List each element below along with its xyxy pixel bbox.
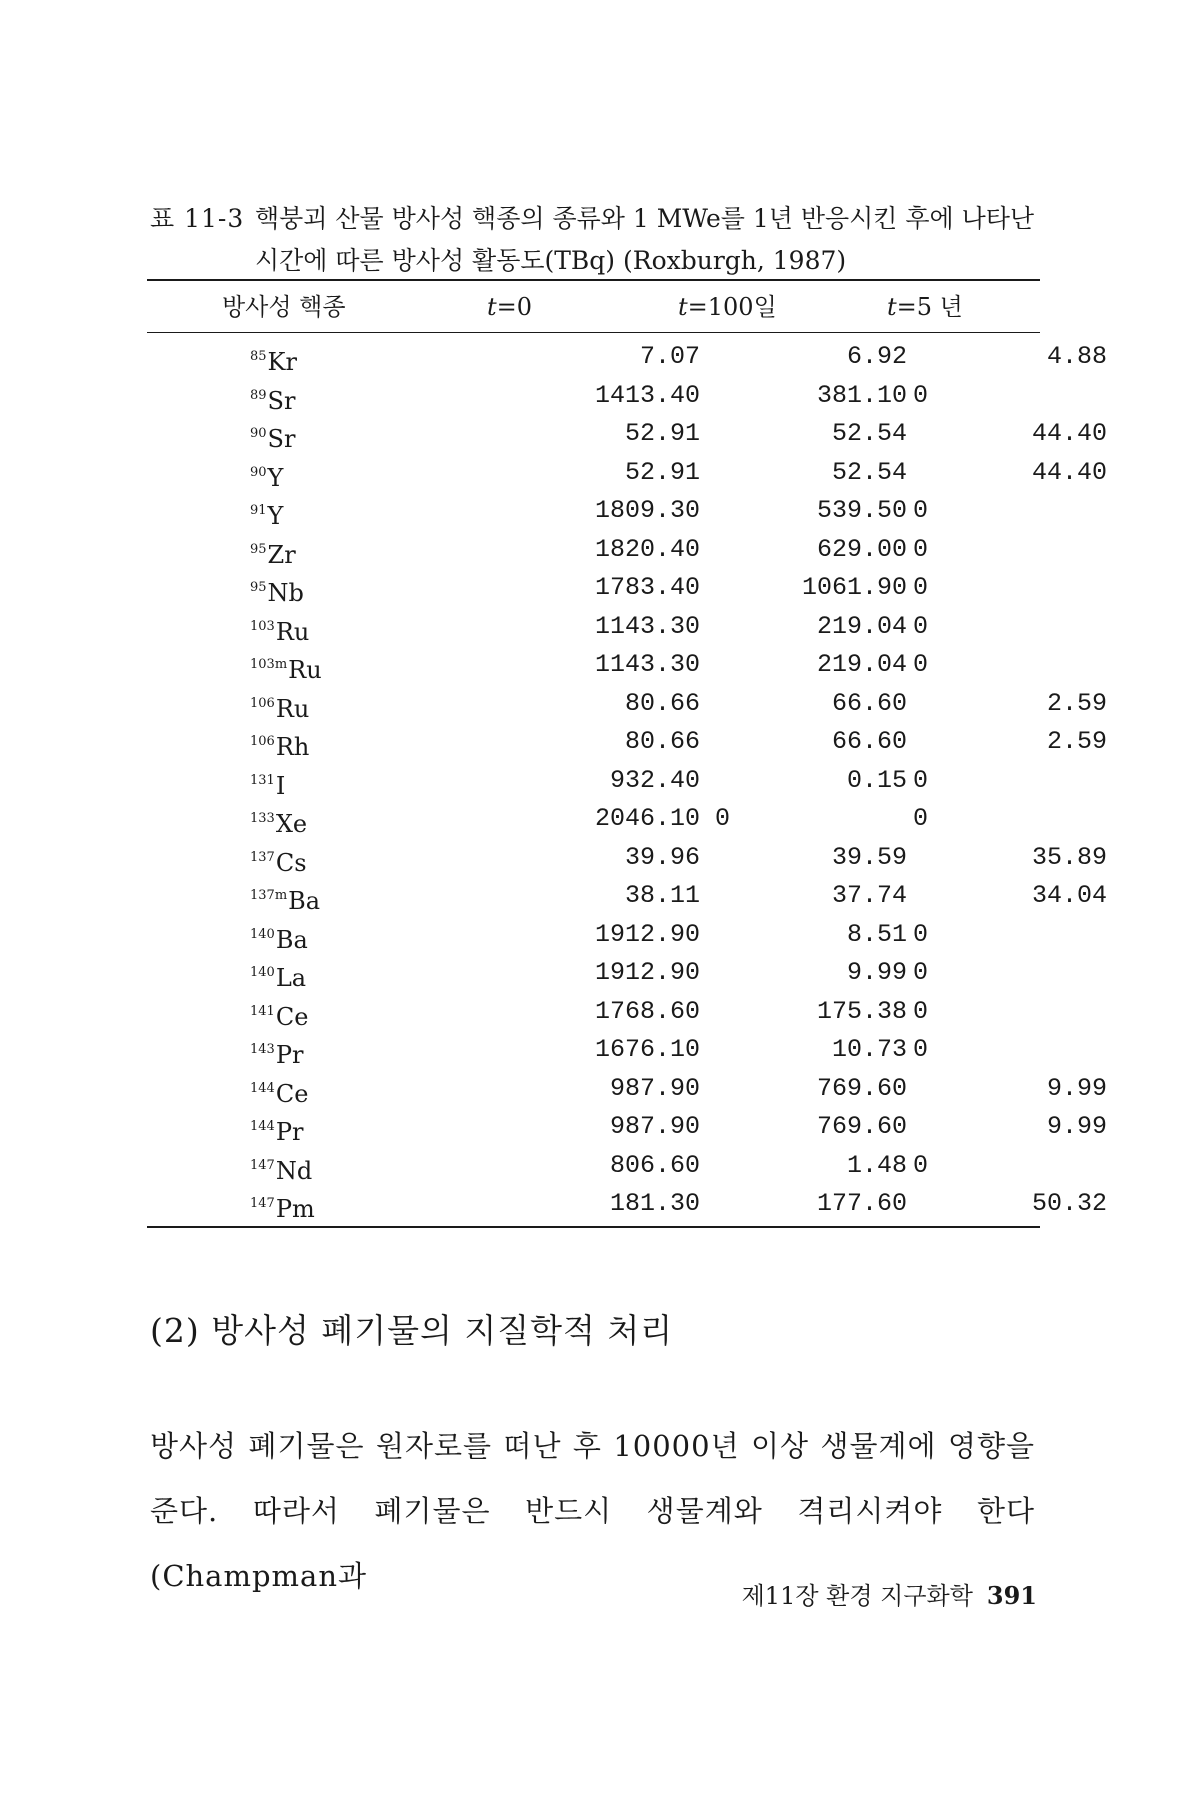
- nuclide-cell: [250, 608, 309, 652]
- nuclide-cell: [250, 1031, 303, 1075]
- body-paragraph: 방사성 폐기물은 원자로를 떠난 후 10000년 이상 생물계에 영향을 준다. 따라서 폐기물은 반드시 생물계와 격리시켜야 한다(Champman과: [150, 1429, 1035, 1593]
- table-row: [147, 415, 1107, 454]
- table-row: [147, 993, 1040, 1032]
- activity-t0-cell: 932.40: [609, 765, 700, 795]
- table-row: [147, 1108, 1107, 1147]
- header-t0-var: t: [487, 293, 497, 321]
- mass-number: 137: [250, 849, 275, 865]
- activity-t0-cell: 1912.90: [594, 919, 700, 949]
- element-symbol: Xe: [275, 810, 308, 838]
- activity-t0-cell: 1768.60: [594, 996, 700, 1026]
- element-symbol: Rh: [275, 733, 310, 761]
- table-row: [147, 762, 1040, 801]
- activity-t0-cell: 1413.40: [594, 380, 700, 410]
- nuclide-cell: [250, 1147, 312, 1191]
- table-row: [147, 531, 1040, 570]
- table-row: [147, 1185, 1107, 1224]
- element-symbol: Kr: [267, 348, 297, 376]
- activity-t0-cell: 52.91: [624, 419, 700, 448]
- header-t5y: [887, 283, 1087, 331]
- nuclide-cell: [250, 839, 307, 883]
- element-symbol: Pr: [275, 1041, 304, 1069]
- section-title: (2) 방사성 폐기물의 지질학적 처리: [150, 1311, 674, 1350]
- table-row: [147, 608, 1040, 647]
- element-symbol: Zr: [267, 540, 296, 569]
- activity-t5y-cell: 0: [913, 534, 929, 564]
- table-row: [147, 839, 1107, 878]
- element-symbol: Ru: [288, 656, 322, 684]
- table-row: [147, 1147, 1040, 1186]
- activity-t0-cell: 39.96: [624, 842, 700, 872]
- running-chapter-title: 제11장 환경 지구화학: [741, 1582, 973, 1610]
- mass-number: 147: [250, 1196, 275, 1211]
- activity-t5y-cell: 0: [913, 573, 929, 602]
- activity-t0-cell: 1809.30: [594, 496, 700, 525]
- activity-t5y-cell: 34.04: [1031, 881, 1107, 910]
- activity-t5y-cell: 0: [913, 1035, 929, 1064]
- table-label: 표 11-3: [150, 204, 245, 233]
- table-row: [147, 377, 1040, 416]
- nuclide-cell: [250, 338, 297, 382]
- mass-number: 106: [250, 734, 275, 749]
- activity-t100d-cell: 66.60: [831, 688, 907, 718]
- table-bottom-rule: [147, 1226, 1040, 1228]
- header-t100d-var: t: [678, 293, 688, 321]
- activity-t100d-cell: 66.60: [831, 727, 907, 756]
- table-row: [147, 569, 1040, 608]
- activity-t100d-cell: 0.15: [846, 765, 907, 795]
- activity-t100d-cell: 52.54: [831, 457, 907, 487]
- nuclide-cell: [250, 800, 307, 844]
- table-row: [147, 338, 1107, 377]
- mass-number: 90: [250, 426, 267, 441]
- activity-t100d-cell: 629.00: [816, 534, 907, 564]
- page-footer: [712, 1576, 1037, 1616]
- activity-t0-cell: 7.07: [639, 342, 700, 371]
- mass-number: 90: [250, 464, 267, 480]
- activity-t100d-cell: 1061.90: [801, 573, 907, 602]
- element-symbol: Ru: [275, 694, 310, 723]
- activity-t5y-cell: 50.32: [1031, 1189, 1107, 1218]
- mass-number: 106: [250, 695, 275, 711]
- element-symbol: Pm: [275, 1195, 315, 1223]
- activity-t5y-cell: 0: [913, 380, 929, 410]
- activity-t5y-cell: 0: [913, 611, 929, 641]
- activity-t100d-cell: 6.92: [846, 342, 907, 371]
- header-t5y-rest: =5 년: [896, 293, 963, 321]
- mass-number: 137m: [250, 888, 288, 903]
- activity-t100d-cell: 219.04: [816, 650, 907, 679]
- element-symbol: Y: [267, 463, 284, 492]
- element-symbol: Ce: [275, 1079, 309, 1108]
- table-row: [147, 954, 1040, 993]
- nuclide-cell: [250, 569, 304, 613]
- nuclide-cell: [250, 646, 322, 690]
- mass-number: 89: [250, 387, 267, 403]
- mass-number: 140: [250, 926, 275, 942]
- activity-t100d-cell: 0: [715, 804, 731, 833]
- activity-t100d-cell: 39.59: [831, 842, 907, 872]
- activity-t100d-cell: 1.48: [846, 1150, 907, 1180]
- activity-t0-cell: 1143.30: [594, 650, 700, 679]
- activity-t0-cell: 38.11: [624, 881, 700, 910]
- activity-t100d-cell: 175.38: [816, 996, 907, 1026]
- activity-t5y-cell: 0: [913, 919, 929, 949]
- activity-t100d-cell: 539.50: [816, 496, 907, 525]
- mass-number: 133: [250, 811, 275, 826]
- activity-t5y-cell: 35.89: [1031, 842, 1107, 872]
- activity-t0-cell: 80.66: [624, 688, 700, 718]
- nuclide-cell: [250, 877, 320, 921]
- nuclide-cell: [250, 492, 283, 536]
- nuclide-cell: [250, 685, 309, 729]
- activity-t0-cell: 987.90: [609, 1112, 700, 1141]
- table-caption: [150, 198, 1050, 282]
- mass-number: 95: [250, 580, 267, 595]
- table-row: [147, 916, 1040, 955]
- table-body: [147, 338, 1107, 1224]
- element-symbol: I: [275, 771, 286, 800]
- activity-t5y-cell: 2.59: [1046, 727, 1107, 756]
- activity-t100d-cell: 37.74: [831, 881, 907, 910]
- header-t100d: [678, 283, 878, 331]
- activity-t100d-cell: 219.04: [816, 611, 907, 641]
- table-row: [147, 492, 1040, 531]
- table-row: [147, 723, 1107, 762]
- table-row: [147, 800, 1040, 839]
- nuclide-cell: [250, 531, 296, 575]
- element-symbol: La: [275, 964, 307, 992]
- table-row: [147, 454, 1107, 493]
- activity-t5y-cell: 0: [913, 496, 929, 525]
- mass-number: 85: [250, 349, 267, 364]
- header-t100d-rest: =100일: [687, 293, 777, 321]
- activity-t100d-cell: 769.60: [816, 1112, 907, 1141]
- mass-number: 141: [250, 1003, 275, 1019]
- element-symbol: Sr: [267, 386, 296, 415]
- activity-t5y-cell: 44.40: [1031, 419, 1107, 448]
- activity-t0-cell: 1676.10: [594, 1035, 700, 1064]
- element-symbol: Sr: [267, 425, 296, 453]
- nuclide-cell: [250, 1070, 308, 1114]
- nuclide-cell: [250, 762, 285, 806]
- activity-t0-cell: 1143.30: [594, 611, 700, 641]
- activity-t5y-cell: 0: [913, 804, 929, 833]
- nuclide-cell: [250, 954, 306, 998]
- table-row: [147, 1031, 1040, 1070]
- activity-t5y-cell: 0: [913, 650, 929, 679]
- activity-t0-cell: 80.66: [624, 727, 700, 756]
- mass-number: 144: [250, 1080, 275, 1096]
- mass-number: 103m: [250, 657, 288, 672]
- element-symbol: Pr: [275, 1118, 304, 1146]
- element-symbol: Ce: [275, 1002, 309, 1031]
- activity-t5y-cell: 4.88: [1046, 342, 1107, 371]
- activity-t0-cell: 987.90: [609, 1073, 700, 1103]
- activity-t100d-cell: 52.54: [831, 419, 907, 448]
- activity-t0-cell: 2046.10: [594, 804, 700, 833]
- nuclide-cell: [250, 1108, 303, 1152]
- activity-t5y-cell: 9.99: [1046, 1073, 1107, 1103]
- header-t5y-var: t: [887, 293, 897, 321]
- element-symbol: Nb: [267, 579, 304, 607]
- mass-number: 131: [250, 772, 275, 788]
- mass-number: 95: [250, 541, 267, 557]
- page-number: 391: [986, 1581, 1037, 1610]
- table-row: [147, 685, 1107, 724]
- header-nuclide: 방사성 핵종: [222, 293, 346, 321]
- activity-t100d-cell: 381.10: [816, 380, 907, 410]
- activity-t100d-cell: 769.60: [816, 1073, 907, 1103]
- activity-t0-cell: 181.30: [609, 1189, 700, 1218]
- activity-t100d-cell: 9.99: [846, 958, 907, 987]
- activity-t5y-cell: 9.99: [1046, 1112, 1107, 1141]
- element-symbol: Y: [267, 502, 284, 530]
- nuclide-cell: [250, 993, 308, 1037]
- element-symbol: Ba: [288, 887, 321, 915]
- mass-number: 103: [250, 618, 275, 634]
- caption-line-2: 시간에 따른 방사성 활동도(TBq) (Roxburgh, 1987): [255, 246, 847, 275]
- table-row: [147, 646, 1040, 685]
- caption-line-1: 핵붕괴 산물 방사성 핵종의 종류와 1 MWe를 1년 반응시킨 후에 나타난: [255, 204, 1035, 233]
- table-top-rule: [147, 279, 1040, 281]
- activity-t100d-cell: 8.51: [846, 919, 907, 949]
- nuclide-cell: [250, 723, 309, 767]
- mass-number: 147: [250, 1157, 275, 1173]
- activity-t0-cell: 1912.90: [594, 958, 700, 987]
- mass-number: 91: [250, 503, 267, 518]
- activity-t0-cell: 52.91: [624, 457, 700, 487]
- activity-t5y-cell: 0: [913, 996, 929, 1026]
- nuclide-cell: [250, 454, 283, 498]
- element-symbol: Cs: [275, 848, 307, 877]
- mass-number: 140: [250, 965, 275, 980]
- element-symbol: Nd: [275, 1156, 313, 1185]
- activity-t0-cell: 1783.40: [594, 573, 700, 602]
- nuclide-cell: [250, 916, 308, 960]
- activity-t5y-cell: 0: [913, 765, 929, 795]
- nuclide-cell: [250, 377, 295, 421]
- header-t0-rest: =0: [496, 293, 533, 321]
- activity-t5y-cell: 0: [913, 1150, 929, 1180]
- activity-t5y-cell: 44.40: [1031, 457, 1107, 487]
- nuclide-cell: [250, 1185, 315, 1229]
- activity-t0-cell: 1820.40: [594, 534, 700, 564]
- element-symbol: Ru: [275, 617, 310, 646]
- activity-t0-cell: 806.60: [609, 1150, 700, 1180]
- element-symbol: Ba: [275, 925, 308, 954]
- header-t0: [487, 283, 687, 331]
- nuclide-cell: [250, 415, 295, 459]
- mass-number: 143: [250, 1042, 275, 1057]
- table-header-rule: [147, 332, 1040, 333]
- table-row: [147, 1070, 1107, 1109]
- table-row: [147, 877, 1107, 916]
- activity-t5y-cell: 0: [913, 958, 929, 987]
- activity-t100d-cell: 10.73: [831, 1035, 907, 1064]
- activity-t5y-cell: 2.59: [1046, 688, 1107, 718]
- table-header: [147, 283, 1040, 331]
- activity-t100d-cell: 177.60: [816, 1189, 907, 1218]
- mass-number: 144: [250, 1119, 275, 1134]
